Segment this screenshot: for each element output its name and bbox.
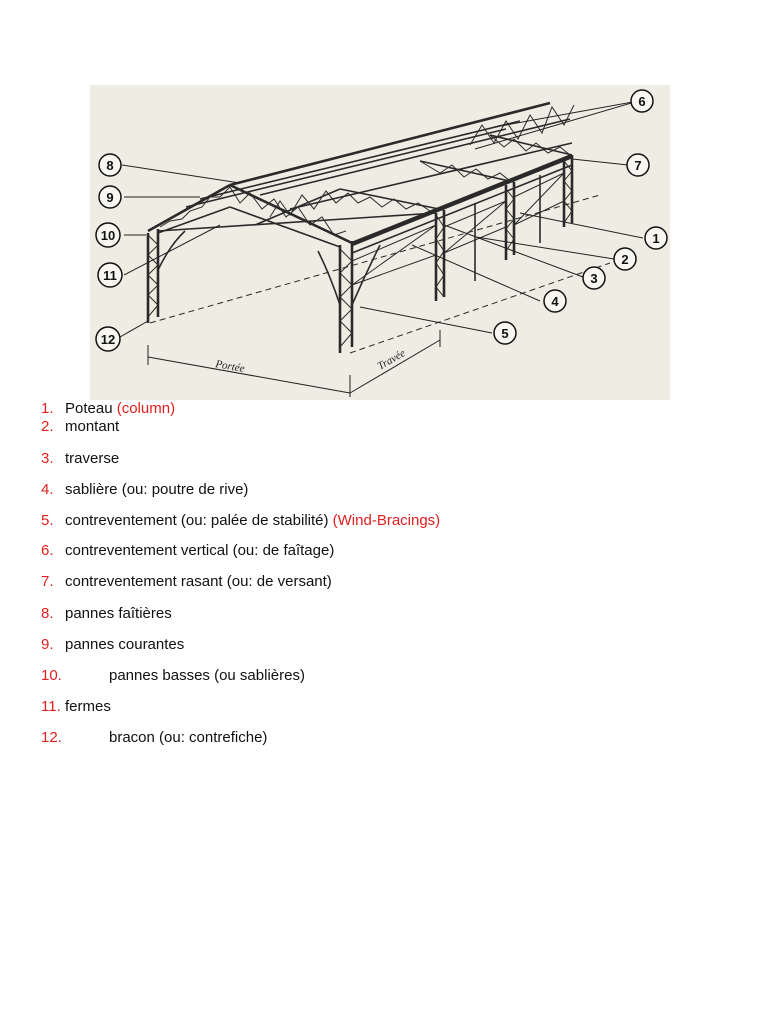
ground-lines: [150, 195, 610, 353]
dim-portee: Portée: [214, 358, 246, 376]
legend-item: 12. bracon (ou: contrefiche): [41, 729, 268, 746]
legend-item: 3. traverse: [41, 450, 120, 467]
callout-12: [96, 327, 120, 351]
steel-frame-drawing: [90, 85, 670, 400]
legend-item: 2. montant: [41, 418, 120, 435]
callout-7: [627, 154, 649, 176]
svg-text:12: 12: [100, 332, 116, 347]
legend-item: 10. pannes basses (ou sablières): [41, 667, 305, 684]
legend-item: 11. fermes: [41, 698, 111, 715]
callout-6: [631, 90, 653, 112]
svg-text:5: 5: [501, 326, 509, 341]
legend-item: 4. sablière (ou: poutre de rive): [41, 481, 249, 498]
rear-trusses: [255, 105, 574, 285]
legend-item: 9. pannes courantes: [41, 636, 185, 653]
svg-text:11: 11: [103, 268, 117, 283]
callout-1: [645, 227, 667, 249]
legend-item: 5. contreventement (ou: palée de stabilité) (Wind-Bracings): [41, 512, 441, 529]
legend-item: 7. contreventement rasant (ou: de versant): [41, 573, 332, 590]
callout-11: [98, 263, 122, 287]
svg-text:1: 1: [652, 231, 660, 246]
callout-2: [614, 248, 636, 270]
callout-5: [494, 322, 516, 344]
callout-8: [99, 154, 121, 176]
svg-text:2: 2: [621, 252, 629, 267]
callout-3: [583, 267, 605, 289]
legend-item: 6. contreventement vertical (ou: de faîtage): [41, 542, 335, 559]
svg-text:9: 9: [106, 190, 114, 205]
svg-text:8: 8: [106, 158, 114, 173]
callout-4: [544, 290, 566, 312]
svg-text:3: 3: [590, 271, 598, 286]
svg-text:7: 7: [634, 158, 642, 173]
svg-text:4: 4: [551, 294, 559, 309]
svg-text:6: 6: [638, 94, 646, 109]
callouts: [96, 90, 667, 351]
structure-diagram: [90, 85, 670, 400]
dimensions: [148, 330, 440, 397]
legend-item: 1. Poteau (column): [41, 400, 176, 417]
svg-text:10: 10: [100, 228, 116, 243]
dim-travee: Travée: [375, 347, 408, 373]
callout-10: [96, 223, 120, 247]
callout-9: [99, 186, 121, 208]
bracons: [158, 231, 380, 305]
legend-item: 8. pannes faîtières: [41, 605, 172, 622]
